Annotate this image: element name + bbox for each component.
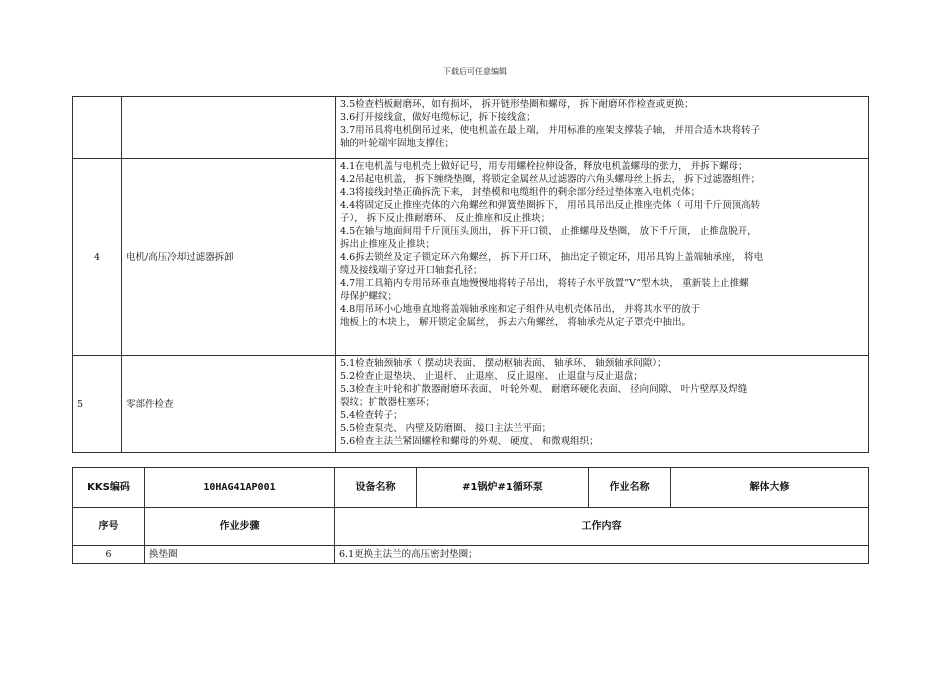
content-line: 5.2检查止退垫块、 止退杆、 止退座、 反止退座、 止退盘与反止退盘； [340,371,643,382]
content-line: 5.3检查主叶轮和扩散器耐磨环表面、 叶轮外观、 耐磨环硬化表面、 径向间隙、 叶片壁厚及焊缝 [340,384,748,395]
row-step: 换垫圈 [145,546,335,564]
work-info-table [72,467,869,564]
content-line: 5.1检查轴颈轴承（ 摆动块表面、 摆动枢轴表面、 轴承环、 轴颈轴承间隙）； [340,358,667,369]
row-number: 6 [73,546,145,564]
content-line: 4.4将固定反止推座壳体的六角螺丝和弹簧垫圈拆下， 用吊具吊出反止推座壳体（ 可用千斤顶顶高转 [340,200,761,211]
content-line: 地板上的木块上， 解开锁定金属丝， 拆去六角螺丝， 将轴承壳从定子罩壳中抽出。 [340,317,692,328]
work-name-value: 解体大修 [671,468,869,508]
content-line: 3.5检查档板耐磨环，如有损坏， 拆开链形垫圈和螺母， 拆下耐磨环作检查或更换； [340,99,694,110]
content-line: 拆出止推座及止推块； [340,239,436,250]
content-line: 子）， 拆下反止推耐磨环、 反止推座和反止推块； [340,213,551,224]
row-content [336,97,869,159]
content-line: 4.5在轴与地面间用千斤顶压头顶出， 拆下开口锁、 止推螺母及垫圈， 放下千斤顶， 止推盘脱开， [340,226,757,237]
col-header-no: 序号 [73,508,145,546]
work-name-label: 作业名称 [589,468,671,508]
content-line: 5.6检查主法兰紧固螺栓和螺母的外观、 硬度、 和微观组织； [340,436,599,447]
equipment-label: 设备名称 [335,468,417,508]
content-line: 5.4检查转子； [340,410,403,421]
table-row [73,97,869,159]
row-step: 电机/高压冷却过滤器拆卸 [122,159,336,356]
content-line: 轴的叶轮端牢固地支撑住； [340,138,455,149]
content-line: 3.7用吊具将电机倒吊过来，使电机盖在最上端， 并用标准的座架支撑装子轴， 并用合适木块将转子 [340,125,761,136]
content-line: 缆及接线端子穿过开口轴套孔径； [340,265,483,276]
row-step [122,97,336,159]
kks-label: KKS编码 [73,468,145,508]
content-line: 4.7用工具箱内专用吊环垂直地慢慢地将转子吊出， 将转子水平放置”V”型木块， 重新装上止推螺 [340,278,749,289]
info-row [73,468,869,508]
content-line: 3.6打开接线盒，做好电缆标记，拆下接线盒； [340,112,536,123]
row-content [336,159,869,356]
table-row [73,546,869,564]
kks-value: 10HAG41AP001 [145,468,335,508]
content-line: 4.1在电机盖与电机壳上做好记号，用专用螺栓拉伸设备，释放电机盖螺母的张力， 并拆下螺母； [340,161,748,172]
content-line: 4.6拆去锁丝及定子锁定环六角螺丝， 拆下开口环， 抽出定子锁定环，用吊具钩上盖端轴承座， 将电 [340,252,764,263]
content-line: 母保护螺纹； [340,291,398,302]
equipment-value: #1锅炉#1循环泵 [417,468,589,508]
row-content: 6.1更换主法兰的高压密封垫圈； [335,546,869,564]
procedure-table-continued [72,96,869,453]
content-line: 4.8用吊环小心地垂直地将盖端轴承座和定子组件从电机壳体吊出， 并将其水平的放于 [340,304,701,315]
row-number: 4 [73,159,122,356]
content-line: 4.3将接线封垫正确拆洗下来， 封垫模和电缆组件的剩余部分经过垫体塞入电机壳体； [340,187,701,198]
content-line: 5.5检查泵壳、 内壁及防磨圈、 接口主法兰平面； [340,423,552,434]
table-row [73,159,869,356]
content-line: 裂纹；扩散器柱塞环； [340,397,436,408]
col-header-step: 作业步骤 [145,508,335,546]
row-number [73,97,122,159]
row-number: 5 [73,356,122,453]
col-header-content: 工作内容 [335,508,869,546]
header-note: 下载后可任意编辑 [443,67,507,76]
row-content [336,356,869,453]
row-step: 零部件检查 [122,356,336,453]
content-line: 4.2吊起电机盖， 拆下缠绕垫圈，将锁定金属丝从过滤器的六角头螺母丝上拆去， 拆下过滤器组件； [340,174,761,185]
table-row [73,356,869,453]
column-header-row [73,508,869,546]
